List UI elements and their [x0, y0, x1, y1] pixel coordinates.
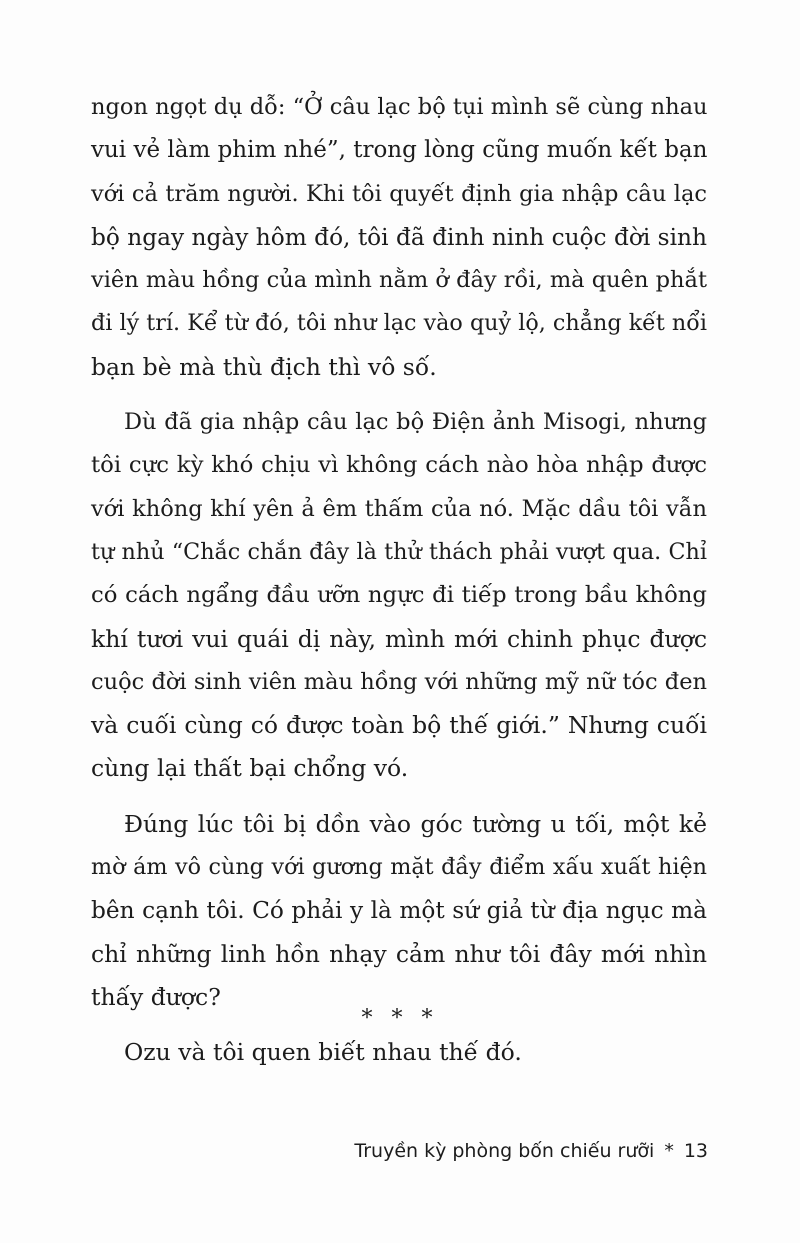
- text-line: bộ ngay ngày hôm đó, tôi đã đinh ninh cuộc đời sinh: [91, 223, 707, 251]
- text-line: Ozu và tôi quen biết nhau thế đó.: [124, 1038, 522, 1067]
- text-line: Đúng lúc tôi bị dồn vào góc tường u tối, một kẻ: [124, 809, 707, 838]
- text-line: Dù đã gia nhập câu lạc bộ Điện ảnh Misogi, nhưng: [124, 409, 707, 436]
- paragraph-2: [91, 401, 707, 791]
- section-separator: * * *: [361, 1006, 439, 1031]
- body-text: [91, 86, 707, 1087]
- text-line: có cách ngẩng đầu ưỡn ngực đi tiếp trong bầu không: [91, 582, 707, 609]
- footer-separator: *: [664, 1140, 674, 1162]
- text-line: viên màu hồng của mình nằm ở đây rồi, mà quên phắt: [91, 267, 707, 294]
- text-line: bên cạnh tôi. Có phải y là một sứ giả từ địa ngục mà: [91, 897, 707, 925]
- paragraph-4: [91, 1031, 707, 1074]
- text-line: và cuối cùng có được toàn bộ thế giới.” Nhưng cuối: [91, 711, 707, 740]
- text-line: với không khí yên ả êm thấm của nó. Mặc dầu tôi vẫn: [91, 495, 707, 522]
- text-line: ngon ngọt dụ dỗ: “Ở câu lạc bộ tụi mình sẽ cùng nhau: [91, 94, 708, 120]
- text-line: cùng lại thất bại chổng vó.: [91, 754, 409, 783]
- text-line: vui vẻ làm phim nhé”, trong lòng cũng muốn kết bạn: [91, 137, 708, 164]
- text-line: bạn bè mà thù địch thì vô số.: [91, 352, 437, 381]
- paragraph-1: [91, 86, 707, 389]
- text-line: khí tươi vui quái dị này, mình mới chinh phục được: [91, 624, 707, 653]
- text-line: mờ ám vô cùng với gương mặt đầy điểm xấu xuất hiện: [91, 854, 707, 881]
- text-line: tự nhủ “Chắc chắn đây là thử thách phải vượt qua. Chỉ: [91, 538, 707, 565]
- text-line: tôi cực kỳ khó chịu vì không cách nào hòa nhập được: [91, 452, 707, 479]
- text-line: đi lý trí. Kể từ đó, tôi như lạc vào quỷ lộ, chẳng kết nổi: [91, 310, 707, 337]
- text-line: thấy được?: [91, 982, 221, 1011]
- running-footer: [354, 1140, 708, 1162]
- text-line: với cả trăm người. Khi tôi quyết định gia nhập câu lạc: [91, 180, 707, 207]
- paragraph-3: [91, 803, 707, 1019]
- text-line: chỉ những linh hồn nhạy cảm như tôi đây mới nhìn: [91, 939, 707, 968]
- book-title: Truyền kỳ phòng bốn chiếu rưỡi: [354, 1140, 655, 1162]
- text-line: cuộc đời sinh viên màu hồng với những mỹ nữ tóc đen: [91, 668, 707, 695]
- page-number: 13: [683, 1140, 708, 1162]
